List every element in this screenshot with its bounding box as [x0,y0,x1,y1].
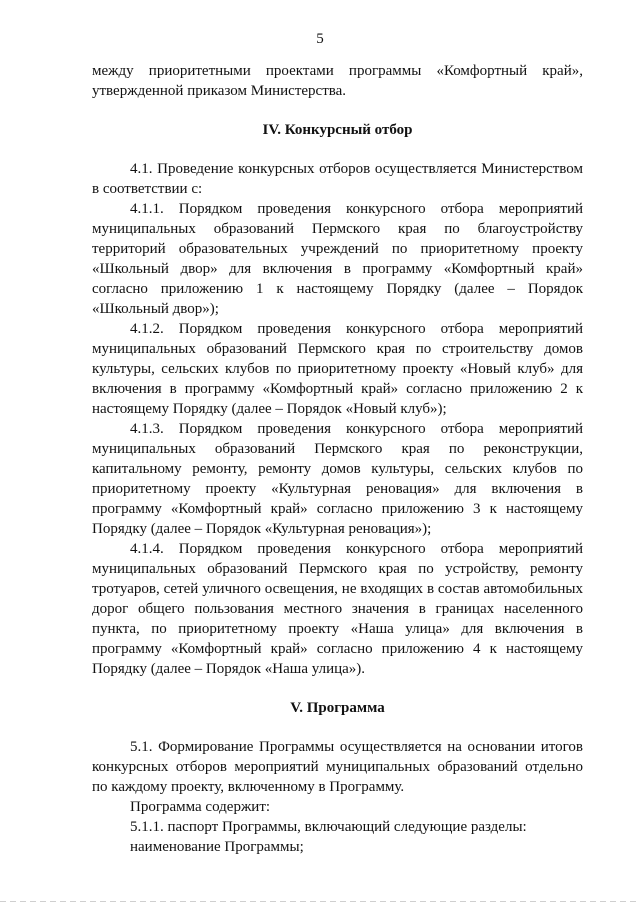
paragraph-4-1: 4.1. Проведение конкурсных отборов осуществляется Министерством в соответствии с: [92,161,583,197]
paragraph-4-1-4: 4.1.4. Порядком проведения конкурсного отбора мероприятий муниципальных образований Пермского края по устройству, ремонту тротуаров, сетей уличного освещения, не входящих в состав автомобильных дорог общего пользования местного значения в границах населенного пункта, по приоритетному проекту «Наша улица» для включения в программу «Комфортный край» согласно приложению 4 к настоящему Порядку (далее – Порядок «Наша улица»). [92,541,583,677]
paragraph-5-1: 5.1. Формирование Программы осуществляется на основании итогов конкурсных отборов мероприятий муниципальных образований отдельно по каждому проекту, включенному в Программу. [92,739,583,795]
section-heading-iv: IV. Конкурсный отбор [262,122,413,138]
paragraph-program-name: наименование Программы; [130,839,304,855]
paragraph-4-1-3: 4.1.3. Порядком проведения конкурсного отбора мероприятий муниципальных образований Пермского края по реконструкции, капитальному ремонту, ремонту домов культуры, сельских клубов по приоритетному проекту «Культурная реновация» для включения в программу «Комфортный край» согласно приложению 3 к настоящему Порядку (далее – Порядок «Культурная реновация»); [92,421,583,537]
paragraph-5-1-1: 5.1.1. паспорт Программы, включающий следующие разделы: [130,819,527,835]
page-number: 5 [316,31,324,47]
paragraph-continuation: между приоритетными проектами программы «Комфортный край», утвержденной приказом Министерства. [92,63,583,99]
paragraph-4-1-2: 4.1.2. Порядком проведения конкурсного отбора мероприятий муниципальных образований Пермского края по строительству домов культуры, сельских клубов по приоритетному проекту «Новый клуб» для включения в программу «Комфортный край» согласно приложению 2 к настоящему Порядку (далее – Порядок «Новый клуб»); [92,321,583,417]
document-body [92,61,583,857]
paragraph-4-1-1: 4.1.1. Порядком проведения конкурсного отбора мероприятий муниципальных образований Пермского края по благоустройству территорий образовательных учреждений по приоритетному проекту «Школьный двор» для включения в программу «Комфортный край» согласно приложению 1 к настоящему Порядку (далее – Порядок «Школьный двор»); [92,201,583,317]
section-heading-v: V. Программа [290,700,385,716]
scan-edge-line [0,901,640,902]
paragraph-program-contains: Программа содержит: [130,799,271,815]
